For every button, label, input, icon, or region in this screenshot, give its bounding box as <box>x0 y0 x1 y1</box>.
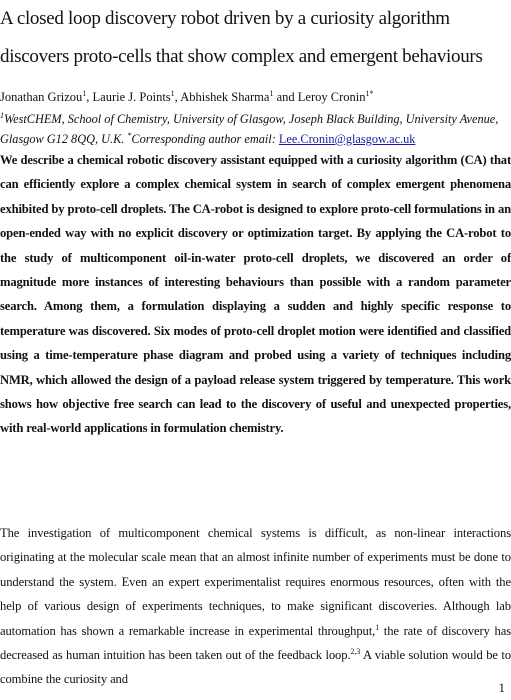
author-affiliation-marker: 1* <box>365 88 374 98</box>
paper-title: A closed loop discovery robot driven by a curiosity algorithm discovers proto-cells that show complex and emergent behaviours <box>0 8 483 67</box>
corresponding-label: Corresponding author email: <box>131 132 279 146</box>
affiliation-marker: 1 <box>0 110 4 120</box>
author-affiliation-marker: 1 <box>82 88 87 98</box>
body-paragraph <box>0 521 511 692</box>
author-name: Abhishek Sharma <box>180 90 270 104</box>
page-number: 1 <box>498 680 505 695</box>
citation-reference[interactable]: 1 <box>375 622 380 632</box>
corresponding-email-link[interactable]: Lee.Cronin@glasgow.ac.uk <box>278 132 416 146</box>
author-name: Leroy Cronin <box>297 90 366 104</box>
abstract: We describe a chemical robotic discovery assistant equipped with a curiosity algorithm (CA) that can efficiently explore a complex chemical system in search of complex emergent phenomena exhibited by proto-cell droplets. The CA-robot is designed to explore proto-cell formulations in an open-ended way with no explicit discovery or optimization target. By applying the CA-robot to the study of multicomponent oil-in-water proto-cell droplets, we discovered an order of magnitude more instances of interesting behaviours than possible with a random parameter search. Among them, a formulation displaying a sudden and highly specific response to temperature was discovered. Six modes of proto-cell droplet motion were identified and classified using a time-temperature phase diagram and probed using a variety of techniques including NMR, which allowed the design of a payload release system triggered by temperature. This work shows how objective free search can lead to the discovery of useful and unexpected properties, with real-world applications in formulation chemistry. <box>0 153 511 436</box>
author-name: Laurie J. Points <box>92 90 171 104</box>
author-separator: and <box>273 90 298 104</box>
affiliation-text: WestCHEM, School of Chemistry, University of Glasgow, Joseph Black Building, University Avenue, Glasgow G12 8QQ, U.K. <box>0 112 499 146</box>
affiliation-block <box>0 109 511 149</box>
author-separator: , <box>86 90 93 104</box>
body-text-segment: A viable solution would be to combine the curiosity and <box>0 648 511 687</box>
corresponding-marker: * <box>127 130 132 140</box>
body-text-segment: the rate of discovery has decreased as human intuition has been taken out of the feedback loop. <box>0 623 511 663</box>
author-separator: , <box>174 90 181 104</box>
author-name: Jonathan Grizou <box>0 90 83 104</box>
body-text-segment: The investigation of multicomponent chemical systems is difficult, as non-linear interactions originating at the molecular scale mean that an almost infinite number of experiments must be done to understand the system. Even an expert experimentalist requires enormous resources, often with the help of various design of experiments techniques, to make significant discoveries. Although lab automation has shown a remarkable increase in experimental throughput, <box>0 526 511 638</box>
author-list <box>0 89 511 105</box>
author-affiliation-marker: 1 <box>269 88 274 98</box>
author-affiliation-marker: 1 <box>170 88 175 98</box>
citation-reference[interactable]: 2,3 <box>350 646 361 656</box>
